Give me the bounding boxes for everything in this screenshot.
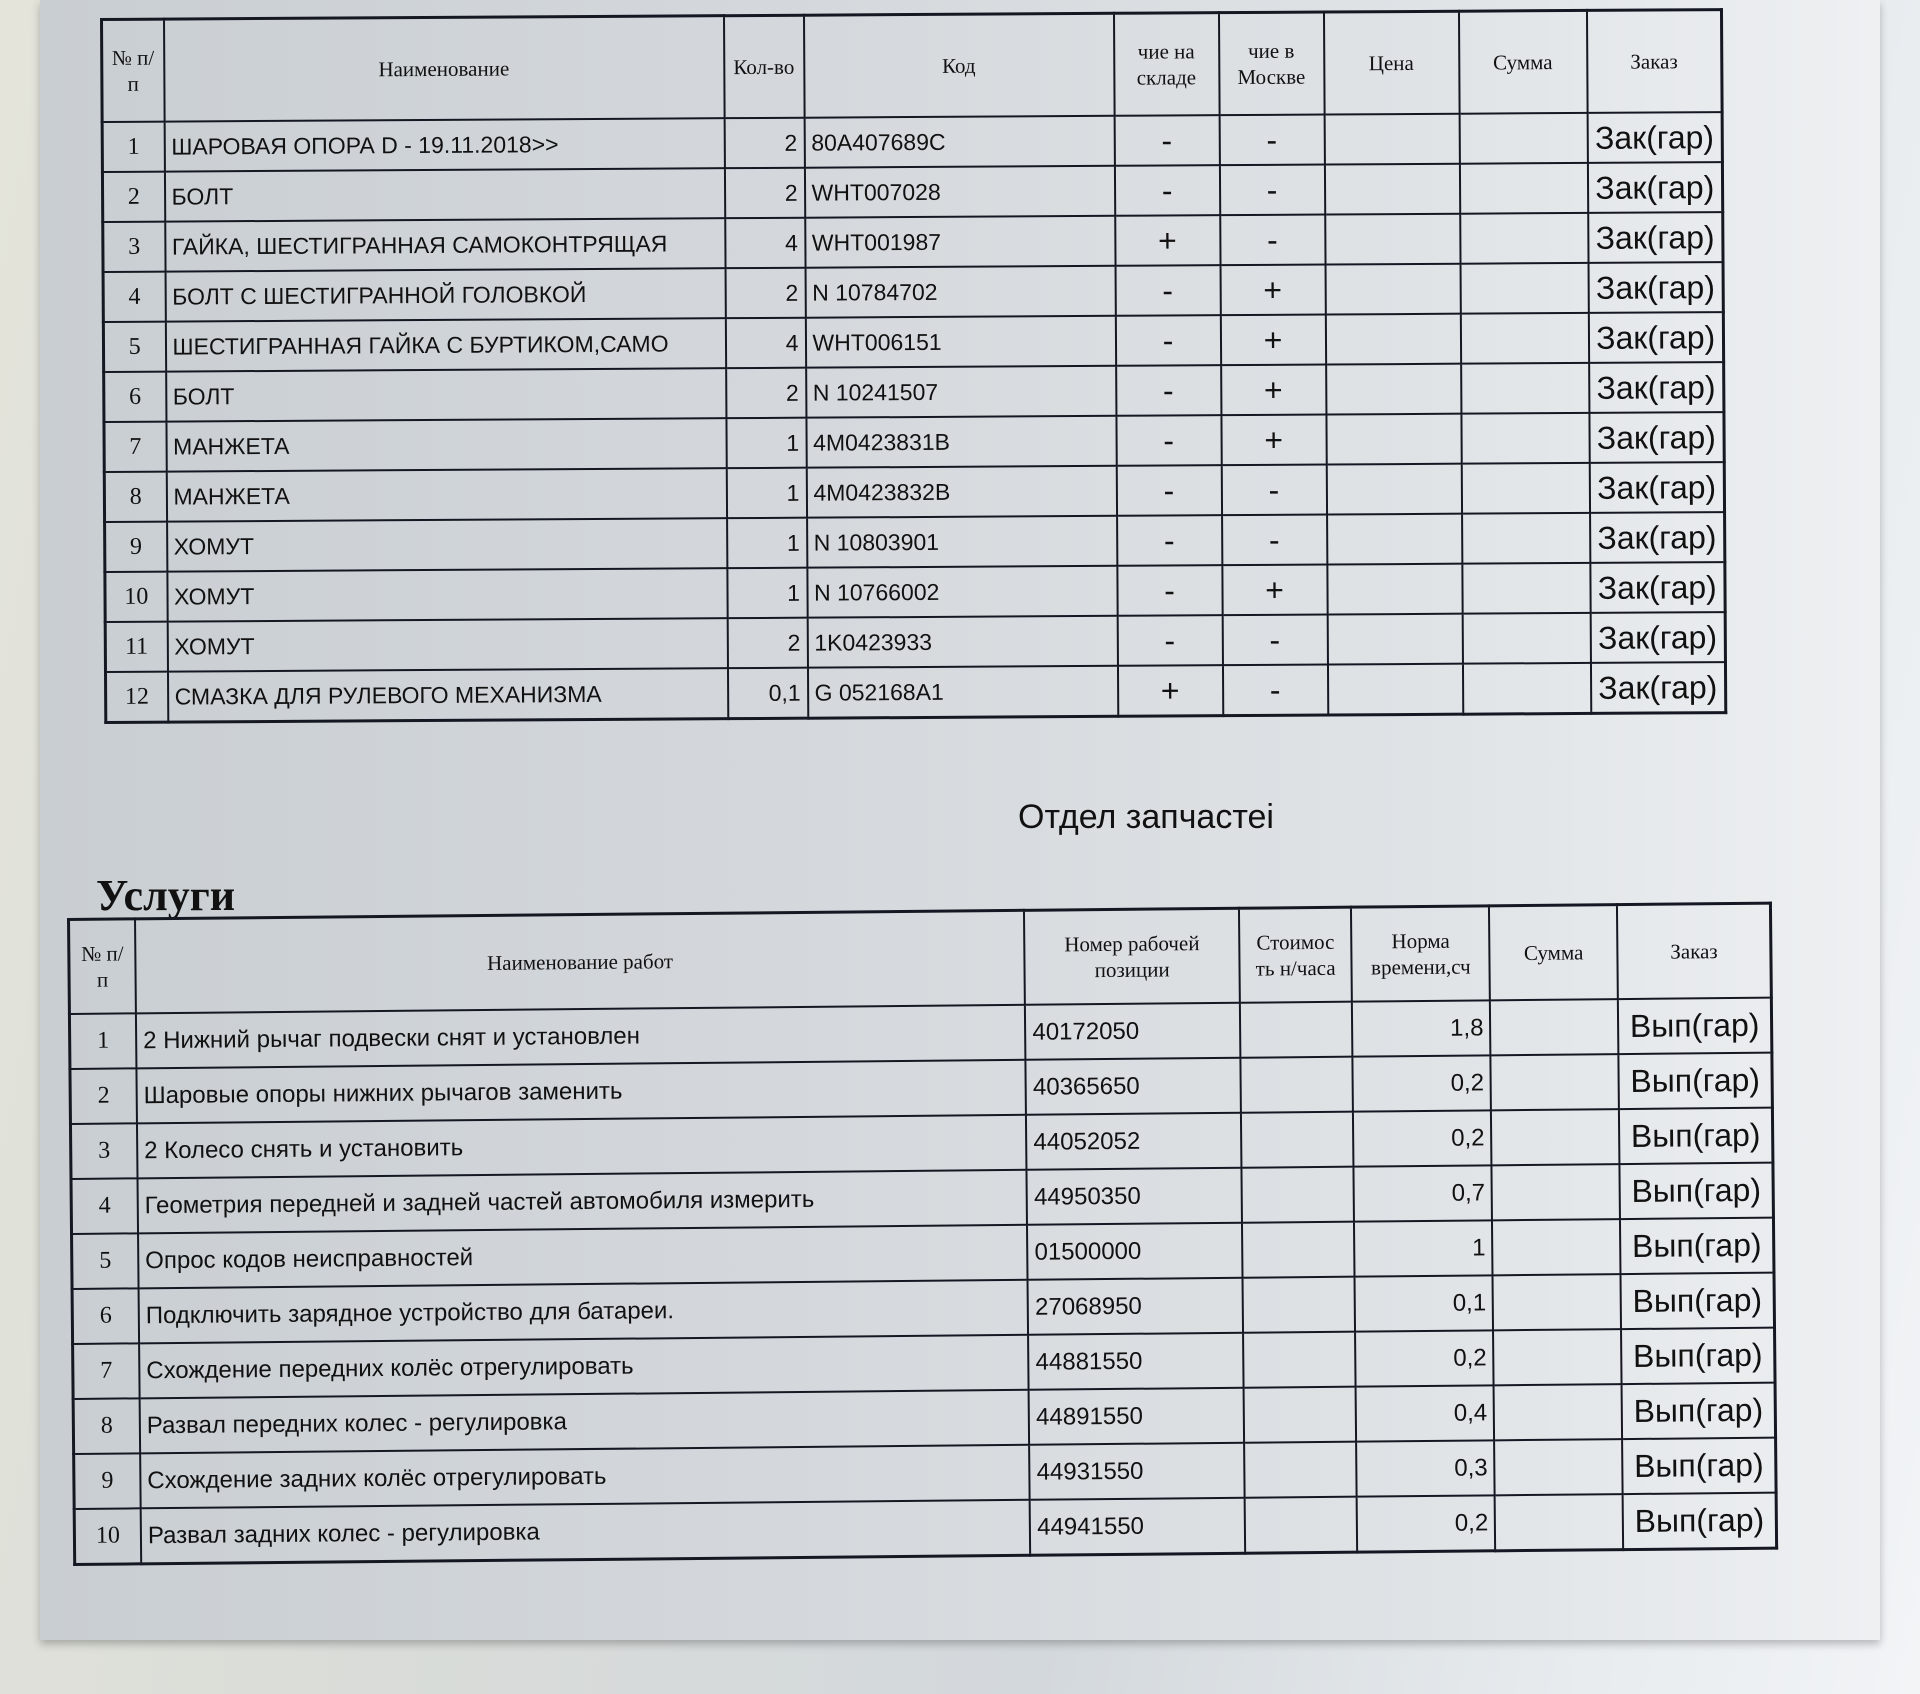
price xyxy=(1326,464,1461,515)
order-status: Вып(гар) xyxy=(1618,998,1772,1054)
row-number: 6 xyxy=(72,1288,139,1344)
order-status: Зак(гар) xyxy=(1588,212,1723,263)
parts-table xyxy=(100,8,1727,724)
in-stock-mark: - xyxy=(1117,565,1222,616)
part-name: МАНЖЕТА xyxy=(166,418,726,471)
sum xyxy=(1494,1384,1622,1440)
part-code: 80A407689C xyxy=(804,116,1114,168)
price xyxy=(1325,314,1460,365)
row-number: 10 xyxy=(74,1508,141,1564)
in-stock-mark: - xyxy=(1117,615,1222,666)
sum xyxy=(1462,663,1590,714)
in-stock-mark: + xyxy=(1115,215,1220,266)
order-status: Зак(гар) xyxy=(1588,312,1723,363)
time-norm: 0,1 xyxy=(1355,1275,1494,1331)
order-status: Зак(гар) xyxy=(1587,112,1722,163)
price xyxy=(1324,164,1459,215)
row-number: 9 xyxy=(105,522,167,572)
part-name: ХОМУТ xyxy=(167,518,727,571)
header-stock: чие на складе xyxy=(1113,13,1219,116)
header-sum: Сумма xyxy=(1458,10,1587,113)
in-moscow-mark: - xyxy=(1219,115,1324,166)
part-name: БОЛТ С ШЕСТИГРАННОЙ ГОЛОВКОЙ xyxy=(165,268,725,321)
order-status: Зак(гар) xyxy=(1589,362,1724,413)
row-number: 1 xyxy=(102,122,164,172)
time-norm: 0,3 xyxy=(1356,1440,1495,1496)
hour-cost xyxy=(1243,1387,1356,1443)
work-position: 40172050 xyxy=(1025,1003,1240,1060)
in-moscow-mark: + xyxy=(1220,315,1325,366)
hour-cost xyxy=(1240,1057,1353,1113)
row-number: 2 xyxy=(70,1068,137,1124)
order-status: Вып(гар) xyxy=(1619,1108,1773,1164)
row-number: 3 xyxy=(103,222,165,272)
part-name: ХОМУТ xyxy=(167,618,727,671)
order-status: Вып(гар) xyxy=(1621,1273,1775,1329)
sum xyxy=(1493,1274,1621,1330)
price xyxy=(1327,514,1462,565)
in-moscow-mark: - xyxy=(1219,165,1324,216)
sum xyxy=(1461,413,1589,464)
order-status: Зак(гар) xyxy=(1590,562,1725,613)
hour-cost xyxy=(1241,1112,1354,1168)
sum xyxy=(1491,1054,1619,1110)
row-number: 4 xyxy=(71,1178,138,1234)
sum xyxy=(1492,1219,1620,1275)
header-name: Наименование xyxy=(164,16,725,122)
time-norm: 1,8 xyxy=(1352,1000,1491,1056)
order-status: Вып(гар) xyxy=(1622,1438,1776,1494)
part-code: WHT006151 xyxy=(805,316,1115,368)
order-status: Зак(гар) xyxy=(1588,262,1723,313)
part-name: ШЕСТИГРАННАЯ ГАЙКА С БУРТИКОМ,САМО xyxy=(165,318,725,371)
work-position: 44881550 xyxy=(1028,1333,1243,1390)
work-position: 44891550 xyxy=(1029,1388,1244,1445)
work-position: 01500000 xyxy=(1027,1223,1242,1280)
part-name: ШАРОВАЯ ОПОРА D - 19.11.2018>> xyxy=(164,118,724,171)
part-code: N 10784702 xyxy=(805,266,1115,318)
part-code: N 10766002 xyxy=(807,566,1117,618)
part-name: ХОМУТ xyxy=(167,568,727,621)
order-status: Вып(гар) xyxy=(1619,1053,1773,1109)
header-order: Заказ xyxy=(1617,903,1771,999)
order-status: Зак(гар) xyxy=(1590,512,1725,563)
header-hour-cost: Стоимос ть н/часа xyxy=(1239,907,1352,1003)
quantity: 1 xyxy=(727,568,807,618)
quantity: 2 xyxy=(725,268,805,318)
in-moscow-mark: + xyxy=(1222,565,1327,616)
sum xyxy=(1462,613,1590,664)
work-position: 40365650 xyxy=(1026,1058,1241,1115)
order-status: Зак(гар) xyxy=(1589,462,1724,513)
sum xyxy=(1490,999,1618,1055)
row-number: 4 xyxy=(103,272,165,322)
hour-cost xyxy=(1243,1332,1356,1388)
hour-cost xyxy=(1245,1497,1358,1554)
order-status: Вып(гар) xyxy=(1623,1493,1777,1550)
price xyxy=(1325,214,1460,265)
sum xyxy=(1462,513,1590,564)
header-sum: Сумма xyxy=(1489,905,1618,1001)
in-moscow-mark: - xyxy=(1221,465,1326,516)
in-moscow-mark: - xyxy=(1222,665,1327,716)
quantity: 4 xyxy=(725,218,805,268)
row-number: 1 xyxy=(69,1013,136,1069)
sum xyxy=(1460,313,1588,364)
row-number: 6 xyxy=(104,372,166,422)
work-name: Опрос кодов неисправностей xyxy=(138,1225,1028,1289)
order-status: Зак(гар) xyxy=(1590,612,1725,663)
row-number: 8 xyxy=(104,472,166,522)
row-number: 11 xyxy=(105,622,167,672)
in-stock-mark: - xyxy=(1115,265,1220,316)
row-number: 5 xyxy=(72,1233,139,1289)
sum xyxy=(1459,113,1587,164)
header-time-norm: Норма времени,сч xyxy=(1351,906,1490,1002)
part-code: N 10241507 xyxy=(806,366,1116,418)
row-number: 9 xyxy=(74,1453,141,1509)
quantity: 2 xyxy=(726,368,806,418)
header-code: Код xyxy=(803,13,1114,117)
order-status: Вып(гар) xyxy=(1622,1383,1776,1439)
sum xyxy=(1461,463,1589,514)
row-number: 12 xyxy=(105,672,167,723)
table-row xyxy=(105,662,1725,722)
header-order: Заказ xyxy=(1586,10,1722,113)
time-norm: 0,7 xyxy=(1354,1165,1493,1221)
sum xyxy=(1493,1329,1621,1385)
price xyxy=(1327,564,1462,615)
sum xyxy=(1459,163,1587,214)
part-code: 1K0423933 xyxy=(807,616,1117,668)
price xyxy=(1327,614,1462,665)
header-num: № п/п xyxy=(69,919,136,1014)
work-position: 44052052 xyxy=(1026,1113,1241,1170)
part-code: 4M0423831B xyxy=(806,416,1116,468)
work-position: 44941550 xyxy=(1030,1498,1245,1556)
hour-cost xyxy=(1244,1442,1357,1498)
sum xyxy=(1460,263,1588,314)
header-num: № п/п xyxy=(102,19,165,122)
work-position: 44931550 xyxy=(1029,1443,1244,1500)
services-heading: Услуги xyxy=(96,871,236,920)
header-work-name: Наименование работ xyxy=(135,910,1025,1013)
in-stock-mark: - xyxy=(1114,165,1219,216)
order-status: Вып(гар) xyxy=(1621,1328,1775,1384)
time-norm: 0,2 xyxy=(1353,1110,1492,1166)
order-status: Вып(гар) xyxy=(1620,1163,1774,1219)
quantity: 2 xyxy=(724,168,804,218)
work-name: Подключить зарядное устройство для батареи. xyxy=(138,1280,1028,1344)
work-name: Развал задних колес - регулировка xyxy=(141,1500,1031,1564)
row-number: 7 xyxy=(104,422,166,472)
hour-cost xyxy=(1241,1167,1354,1223)
quantity: 4 xyxy=(725,318,805,368)
part-code: WHT001987 xyxy=(805,216,1115,268)
work-name: Схождение задних колёс отрегулировать xyxy=(140,1445,1030,1509)
time-norm: 0,2 xyxy=(1353,1055,1492,1111)
price xyxy=(1326,414,1461,465)
in-stock-mark: - xyxy=(1116,365,1221,416)
in-moscow-mark: + xyxy=(1221,365,1326,416)
department-title: Отдел запчастеi xyxy=(1018,798,1274,836)
in-moscow-mark: - xyxy=(1222,615,1327,666)
work-name: 2 Нижний рычаг подвески снят и установлен xyxy=(136,1005,1026,1069)
in-stock-mark: - xyxy=(1116,465,1221,516)
order-status: Зак(гар) xyxy=(1587,162,1722,213)
work-name: 2 Колесо снять и установить xyxy=(137,1115,1027,1179)
sum xyxy=(1461,363,1589,414)
header-moscow: чие в Москве xyxy=(1218,12,1324,115)
part-name: ГАЙКА, ШЕСТИГРАННАЯ САМОКОНТРЯЩАЯ xyxy=(165,218,725,271)
quantity: 1 xyxy=(727,518,807,568)
quantity: 2 xyxy=(724,118,804,168)
in-stock-mark: - xyxy=(1117,515,1222,566)
hour-cost xyxy=(1240,1002,1353,1058)
works-table xyxy=(67,902,1778,1566)
part-code: 4M0423832B xyxy=(806,466,1116,518)
price xyxy=(1326,364,1461,415)
quantity: 2 xyxy=(727,618,807,668)
in-moscow-mark: - xyxy=(1220,215,1325,266)
in-stock-mark: - xyxy=(1114,115,1219,166)
row-number: 3 xyxy=(70,1123,137,1179)
time-norm: 0,2 xyxy=(1357,1495,1496,1552)
work-name: Схождение передних колёс отрегулировать xyxy=(139,1335,1029,1399)
sum xyxy=(1495,1494,1623,1551)
order-status: Зак(гар) xyxy=(1589,412,1724,463)
header-price: Цена xyxy=(1323,11,1459,114)
in-stock-mark: - xyxy=(1115,315,1220,366)
quantity: 1 xyxy=(726,418,806,468)
row-number: 10 xyxy=(105,572,167,622)
work-name: Геометрия передней и задней частей автомобиля измерить xyxy=(137,1170,1027,1234)
price xyxy=(1325,264,1460,315)
header-qty: Кол-во xyxy=(723,15,804,118)
row-number: 8 xyxy=(73,1398,140,1454)
time-norm: 1 xyxy=(1354,1220,1493,1276)
time-norm: 0,4 xyxy=(1356,1385,1495,1441)
in-stock-mark: - xyxy=(1116,415,1221,466)
part-name: БОЛТ xyxy=(164,168,724,221)
hour-cost xyxy=(1242,1222,1355,1278)
row-number: 7 xyxy=(73,1343,140,1399)
sum xyxy=(1492,1164,1620,1220)
price xyxy=(1327,664,1462,715)
order-status: Зак(гар) xyxy=(1590,662,1725,713)
sum xyxy=(1460,213,1588,264)
part-name: СМАЗКА ДЛЯ РУЛЕВОГО МЕХАНИЗМА xyxy=(167,668,727,722)
row-number: 2 xyxy=(102,172,164,222)
in-moscow-mark: + xyxy=(1221,415,1326,466)
order-status: Вып(гар) xyxy=(1620,1218,1774,1274)
part-code: N 10803901 xyxy=(807,516,1117,568)
sum xyxy=(1491,1109,1619,1165)
work-name: Шаровые опоры нижних рычагов заменить xyxy=(136,1060,1026,1124)
in-moscow-mark: - xyxy=(1222,515,1327,566)
time-norm: 0,2 xyxy=(1355,1330,1494,1386)
in-stock-mark: + xyxy=(1117,665,1222,716)
part-code: WHT007028 xyxy=(804,166,1114,218)
works-header-row xyxy=(69,903,1772,1014)
work-position: 44950350 xyxy=(1027,1168,1242,1225)
hour-cost xyxy=(1242,1277,1355,1333)
sum xyxy=(1462,563,1590,614)
price xyxy=(1324,114,1459,165)
parts-header-row xyxy=(102,10,1723,122)
quantity: 1 xyxy=(726,468,806,518)
in-moscow-mark: + xyxy=(1220,265,1325,316)
quantity: 0,1 xyxy=(727,668,807,719)
part-code: G 052168A1 xyxy=(807,666,1117,718)
work-name: Развал передних колес - регулировка xyxy=(140,1390,1030,1454)
sum xyxy=(1494,1439,1622,1495)
row-number: 5 xyxy=(103,322,165,372)
work-position: 27068950 xyxy=(1028,1278,1243,1335)
part-name: МАНЖЕТА xyxy=(166,468,726,521)
header-position: Номер рабочей позиции xyxy=(1024,908,1240,1005)
part-name: БОЛТ xyxy=(166,368,726,421)
